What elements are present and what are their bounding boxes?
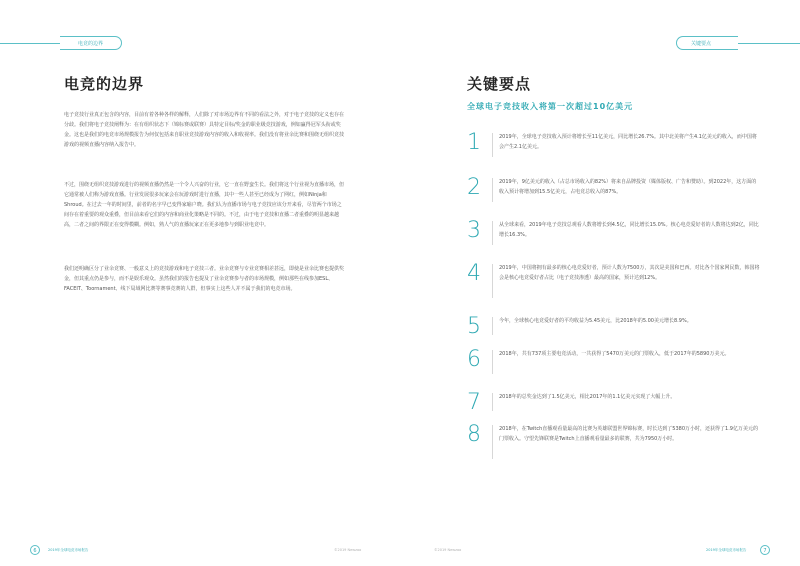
point-text: 2019年，中国将拥有最多的核心电竞爱好者，预计人数为7500万，其次是美国和巴西。对比各个国家网民数，韩国将会是核心电竞爱好者占比（电子竞技渗透）最高的国家，预计达到12%。 [499, 265, 760, 281]
point-divider [492, 425, 493, 459]
point-divider [492, 317, 493, 335]
point-number: 3 [467, 218, 481, 243]
point-text: 从全球来看，2019年电子竞技总观看人数将增长到4.5亿，同比增长15.0%。核心电竞爱好者的人数将达到2亿，同比增长16.3%。 [499, 222, 759, 238]
point-divider [492, 221, 493, 245]
page-number: 6 [30, 545, 40, 555]
left-tab-line [0, 43, 60, 44]
paragraph-text: 电子竞技行业真正包含的内容，目前有着各种各样的解释，人们除了对市场边界有不同的看法之外，对于电子竞技的定义也存在分歧。我们将电子竞技阐释为：在有组织状态下（锦标赛或联赛）具特定目标/奖金的职业级竞技游戏，例如赢得冠军头衔或奖金。这也是我们的电竞市场规模报告为何仅包括来自职业竞技游戏内容的收入和收视率。我们没有将业余比赛和围绕无组织竞技游戏的视频直播内容纳入报告中。 [64, 112, 345, 148]
footer-copyright: ©2019 Newzoo [334, 548, 362, 552]
point-text: 2019年，9亿美元的收入（占总市场收入的82%）将来自品牌投资（媒体版权、广告和赞助）。到2022年，这方面的收入预计将增加到15.5亿美元，占电竞总收入的87%。 [499, 179, 757, 195]
footer-report-link[interactable]: 2019年全球电竞市场报告 [706, 548, 747, 552]
key-point-1 [467, 132, 767, 162]
key-point-5 [467, 316, 767, 338]
right-page-title: 关键要点 [467, 75, 532, 93]
right-section-tab[interactable]: 关键要点 [676, 36, 738, 50]
point-text: 2019年，全球电子竞技收入预计将增长至11亿美元，同比增长26.7%。其中北美将产生4.1亿美元的收入，而中国将会产生2.1亿美元。 [499, 134, 757, 150]
point-text: 2018年，在Twitch直播观看量最高的比赛为英雄联盟世界锦标赛，时长达到了5380万小时，还获得了1.9亿万美元的门票收入。守望先锋联赛是Twitch上直播观看量最多的联赛，共为7950万小时。 [499, 426, 758, 442]
paragraph-text: 不过，围绕无组织竞技游戏进行的视频直播仍然是一个令人兴奋的行业，它一直在野蛮生长。我们将这个行业视为直播市场，但它通常被人们称为游戏直播。行业发展很多玩家会在玩游戏时进行直播，其中一些人甚至已经成为了网红，例如Ninja和Shroud。在过去一年的时间里，前者的名字早已变得家喻户晓。我们认为直播市场与电子竞技应该分开来看，尽管两个市场之间存在着重要的观众重叠，但目前来看它们的内容和商业化策略是不同的。不过，由于电子竞技和直播二者重叠的明显越来越高，二者之间的界限正在变得模糊。例如，熟人气的直播玩家正在更多地参与到职业电竞中。 [64, 182, 345, 228]
point-number: 1 [467, 130, 481, 155]
left-paragraph-3 [64, 264, 346, 294]
key-point-3 [467, 220, 767, 250]
right-subtitle: 全球电子竞技收入将第一次超过10亿美元 [467, 102, 634, 111]
point-number: 8 [467, 422, 481, 447]
paragraph-text: 我们还明确区分了业余竞赛、一般意义上的竞技游戏和电子竞技三者。业余竞赛与专业竞赛相差甚远，即使是业余比赛也提供奖金，但其重点仍是参与，而不是娱乐观众。虽然我们的报告也提及了业余竞赛参与者的市场规模，例如那些在线参加ESL、FACEIT、Toornament、线下局域网比赛等赛事竞赛的人群，但事实上这些人并不属于我们的电竞市场。 [64, 266, 345, 292]
key-point-2 [467, 177, 767, 207]
point-number: 2 [467, 175, 481, 200]
point-number: 7 [467, 390, 481, 415]
footer-report-link[interactable]: 2019年全球电竞市场报告 [48, 548, 89, 552]
point-divider [492, 350, 493, 374]
point-number: 6 [467, 347, 481, 372]
point-divider [492, 393, 493, 411]
left-paragraph-2 [64, 180, 346, 230]
left-page-title: 电竞的边界 [64, 75, 145, 93]
right-page [400, 0, 800, 566]
point-text: 今年，全球核心电竞爱好者的平均收益为5.45美元，比2018年的5.00美元增长8.9%。 [499, 318, 692, 324]
key-point-8 [467, 424, 767, 464]
point-number: 4 [467, 261, 481, 286]
page-number: 7 [760, 545, 770, 555]
point-text: 2018年的总奖金达到了1.5亿美元，相比2017年的1.1亿美元实现了大幅上升。 [499, 394, 676, 400]
point-number: 5 [467, 314, 481, 339]
key-point-7 [467, 392, 767, 414]
key-point-4 [467, 263, 767, 303]
footer-copyright: ©2019 Newzoo [434, 548, 462, 552]
point-text: 2018年，共有737项主要电竞活动，一共获得了5470万美元的门票收入，低于2017年的5890万美元。 [499, 351, 730, 357]
left-paragraph-1 [64, 110, 346, 150]
point-divider [492, 264, 493, 298]
key-point-6 [467, 349, 767, 379]
left-section-tab[interactable]: 电竞的边界 [60, 36, 122, 50]
right-tab-line [738, 43, 800, 44]
point-divider [492, 178, 493, 202]
point-divider [492, 133, 493, 157]
